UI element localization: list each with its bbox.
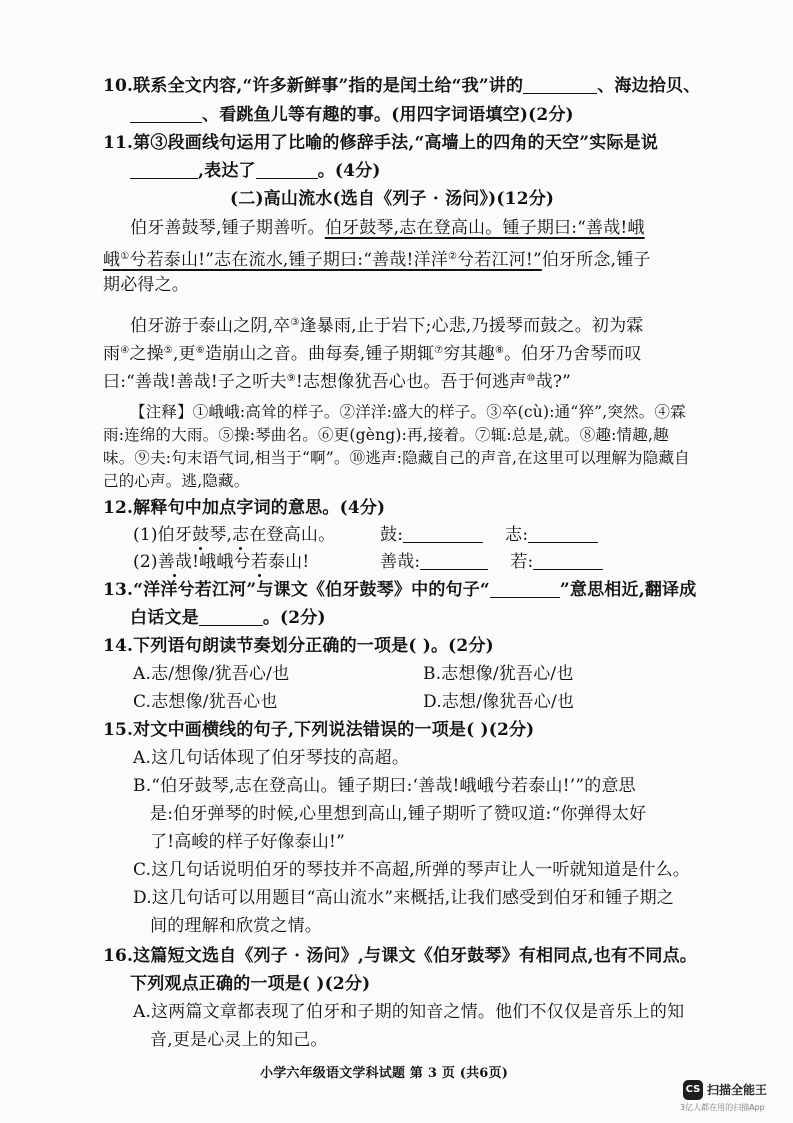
answer-blank[interactable] bbox=[523, 75, 597, 94]
answer-blank[interactable] bbox=[403, 524, 483, 543]
annotation-line-1: 【注释】①峨峨:高耸的样子。②洋洋:盛大的样子。③卒(cù):通“猝”,突然。④霖 bbox=[130, 403, 686, 421]
question-12-item-1-answers: 鼓: 志: bbox=[380, 523, 598, 547]
question-10-line-2: 、看跳鱼儿等有趣的事。(用四字词语填空)(2分) bbox=[130, 103, 574, 127]
answer-blank[interactable] bbox=[130, 104, 202, 123]
question-15-option-c[interactable]: C.这几句话说明伯牙的琴技并不高超,所弹的琴声让人一听就知道是什么。 bbox=[133, 860, 691, 880]
answer-blank[interactable] bbox=[420, 551, 488, 570]
question-12-item-2-answers: 善哉: 若: bbox=[380, 550, 603, 574]
answer-blank[interactable] bbox=[256, 160, 318, 179]
camscanner-logo-icon: CS bbox=[683, 1080, 703, 1100]
question-11-line-1: 11.第③段画线句运用了比喻的修辞手法,“高墙上的四角的天空”实际是说 bbox=[103, 133, 659, 153]
annotation-line-2: 雨:连绵的大雨。⑤操:琴曲名。⑥更(gèng):再,接着。⑦辄:总是,就。⑧趣:情趣,趣 bbox=[103, 426, 669, 444]
question-16-line-2: 下列观点正确的一项是( )(2分) bbox=[130, 974, 371, 994]
section-title: (二)高山流水(选自《列子 · 汤问》)(12分) bbox=[230, 189, 555, 209]
passage-paragraph-2-line-1: 伯牙游于泰山之阴,卒③逢暴雨,止于岩下;心悲,乃援琴而鼓之。初为霖 bbox=[130, 316, 644, 336]
answer-blank[interactable] bbox=[130, 160, 198, 179]
passage-paragraph-1-line-3: 期必得之。 bbox=[103, 275, 189, 295]
passage-paragraph-1-line-2: 峨①兮若泰山!”志在流水,锺子期曰:“善哉!洋洋②兮若江河!”伯牙所念,锺子 bbox=[103, 250, 651, 270]
camscanner-name: 扫描全能王 bbox=[707, 1083, 768, 1097]
page-footer: 小学六年级语文学科试题 第 3 页 (共6页) bbox=[260, 1066, 509, 1081]
answer-blank[interactable] bbox=[199, 607, 263, 626]
question-10-line-1: 10.联系全文内容,“许多新鲜事”指的是闰土给“我”讲的 、海边拾贝、 bbox=[103, 76, 701, 96]
question-14-option-d[interactable]: D.志想/像犹吾心/也 bbox=[423, 692, 575, 712]
question-15-option-d-line-2: 间的理解和欣赏之情。 bbox=[150, 916, 322, 936]
passage-paragraph-2-line-2: 雨④之操⑤,更⑥造崩山之音。曲每奏,锺子期辄⑦穷其趣⑧。伯牙乃舍琴而叹 bbox=[103, 344, 642, 364]
passage-paragraph-1-line-1: 伯牙善鼓琴,锺子期善听。伯牙鼓琴,志在登高山。锺子期曰:“善哉!峨 bbox=[130, 218, 645, 238]
annotation-line-3: 味。⑨夫:句末语气词,相当于“啊”。⑩逃声:隐藏自己的声音,在这里可以理解为隐藏自 bbox=[103, 449, 690, 467]
question-15-option-a[interactable]: A.这几句话体现了伯牙琴技的高超。 bbox=[133, 748, 410, 768]
question-16-option-a[interactable]: A.这两篇文章都表现了伯牙和子期的知音之情。他们不仅仅是音乐上的知 bbox=[133, 1002, 685, 1022]
answer-blank[interactable] bbox=[533, 551, 603, 570]
question-14-option-c[interactable]: C.志想像/犹吾心也 bbox=[133, 692, 278, 712]
question-15-option-d[interactable]: D.这几句话可以用题目“高山流水”来概括,让我们感受到伯牙和锺子期之 bbox=[133, 888, 675, 908]
question-15-title: 15.对文中画横线的句子,下列说法错误的一项是( )(2分) bbox=[103, 720, 535, 740]
passage-paragraph-2-line-3: 曰:“善哉!善哉!子之听夫⑨!志想像犹吾心也。吾于何逃声⑩哉?” bbox=[103, 372, 572, 392]
question-16-line-1: 16.这篇短文选自《列子 · 汤问》,与课文《伯牙鼓琴》有相同点,也有不同点。 bbox=[103, 946, 697, 966]
question-12-item-2: (2)善哉!峨峨兮若泰山! bbox=[133, 552, 310, 572]
question-16-option-a-line-2: 音,更是心灵上的知己。 bbox=[150, 1030, 328, 1050]
answer-blank[interactable] bbox=[528, 524, 598, 543]
question-15-option-b-line-3: 了!高峻的样子好像泰山!” bbox=[150, 832, 345, 852]
question-15-option-b-line-2: 是:伯牙弹琴的时候,心里想到高山,锺子期听了赞叹道:“你弹得太好 bbox=[150, 804, 647, 824]
camscanner-tagline: 3亿人都在用的扫描App bbox=[680, 1103, 765, 1112]
answer-blank[interactable] bbox=[490, 579, 560, 598]
question-11-line-2: ,表达了 。(4分) bbox=[130, 159, 381, 183]
question-14-title: 14.下列语句朗读节奏划分正确的一项是( )。(2分) bbox=[103, 636, 494, 656]
question-12-title: 12.解释句中加点字词的意思。(4分) bbox=[103, 498, 386, 518]
question-13-line-1: 13.“洋洋兮若江河”与课文《伯牙鼓琴》中的句子“ ”意思相近,翻译成 bbox=[103, 580, 697, 600]
question-14-option-a[interactable]: A.志/想像/犹吾心/也 bbox=[133, 664, 290, 684]
question-12-item-1: (1)伯牙鼓琴,志在登高山。 bbox=[133, 525, 336, 545]
annotation-line-4: 己的心声。逃,隐藏。 bbox=[103, 472, 250, 490]
question-13-line-2: 白话文是 。(2分) bbox=[130, 608, 326, 628]
question-14-option-b[interactable]: B.志想像/犹吾心/也 bbox=[423, 664, 574, 684]
question-15-option-b[interactable]: B.“伯牙鼓琴,志在登高山。锺子期曰:‘善哉!峨峨兮若泰山!’”的意思 bbox=[133, 776, 636, 796]
